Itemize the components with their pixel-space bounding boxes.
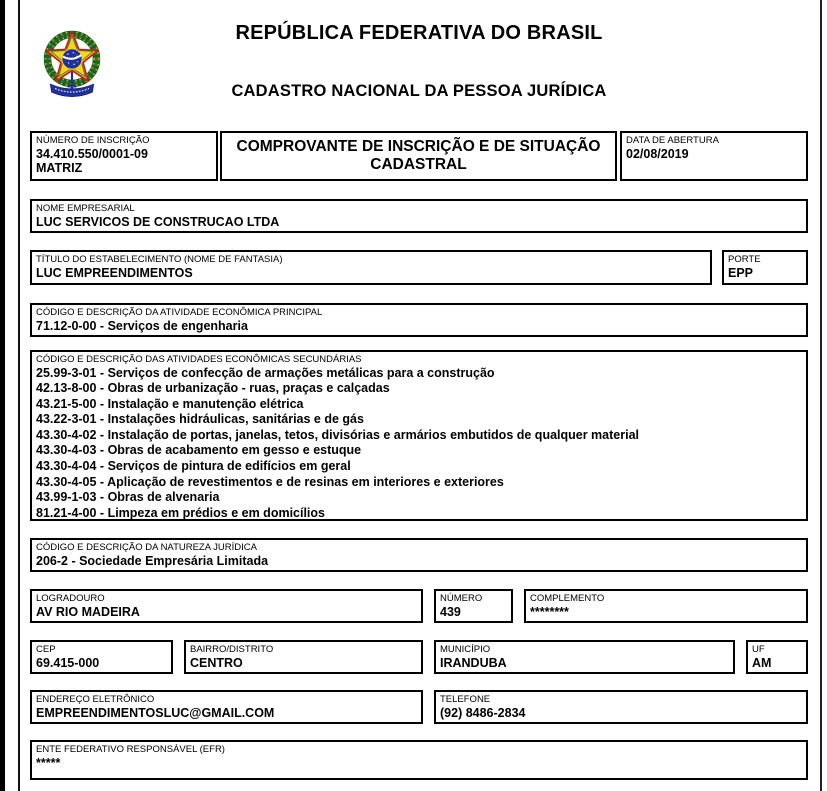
bairro-label: BAIRRO/DISTRITO: [190, 644, 274, 655]
field-numero: [434, 589, 513, 623]
field-numero-inscricao: [30, 131, 218, 181]
data-abertura-label: DATA DE ABERTURA: [626, 135, 719, 146]
telefone-label: TELEFONE: [440, 694, 491, 705]
page-title: REPÚBLICA FEDERATIVA DO BRASIL: [235, 22, 603, 44]
atividade-secundaria-item: 43.99-1-03 - Obras de alvenaria: [36, 490, 220, 505]
field-cep: [30, 640, 173, 674]
natureza-juridica-value: 206-2 - Sociedade Empresária Limitada: [36, 553, 269, 568]
field-atividades-secundarias: [30, 350, 808, 521]
uf-value: AM: [752, 655, 772, 670]
numero-label: NÚMERO: [440, 593, 483, 604]
atividade-principal-label: CÓDIGO E DESCRIÇÃO DA ATIVIDADE ECONÔMICA PRINCIPAL: [36, 307, 323, 318]
atividade-secundaria-item: 43.21-5-00 - Instalação e manutenção elétrica: [36, 396, 304, 411]
nome-empresarial-value: LUC SERVICOS DE CONSTRUCAO LTDA: [36, 214, 280, 229]
atividades-secundarias-label: CÓDIGO E DESCRIÇÃO DAS ATIVIDADES ECONÔMICAS SECUNDÁRIAS: [36, 354, 362, 365]
page-border-right: [820, 0, 822, 791]
complemento-label: COMPLEMENTO: [530, 593, 605, 604]
field-efr: [30, 740, 808, 780]
logradouro-value: AV RIO MADEIRA: [36, 604, 140, 619]
document-content: [30, 0, 808, 780]
field-municipio: [434, 640, 735, 674]
data-abertura-value: 02/08/2019: [626, 146, 689, 161]
atividade-secundaria-item: 43.22-3-01 - Instalações hidráulicas, sanitárias e de gás: [36, 412, 364, 427]
atividade-secundaria-item: 43.30-4-05 - Aplicação de revestimentos e de resinas em interiores e exteriores: [36, 474, 504, 489]
field-porte: [722, 250, 808, 285]
field-nome-empresarial: [30, 199, 808, 233]
municipio-value: IRANDUBA: [440, 655, 507, 670]
row-cep-municipio: [30, 640, 808, 674]
field-uf: [746, 640, 808, 674]
numero-inscricao-label: NÚMERO DE INSCRIÇÃO: [36, 135, 150, 146]
field-nome-fantasia: [30, 250, 712, 285]
window-edge-bar: [0, 0, 5, 791]
endereco-eletronico-value: EMPREENDIMENTOSLUC@GMAIL.COM: [36, 705, 275, 720]
cep-value: 69.415-000: [36, 655, 100, 670]
atividade-secundaria-item: 42.13-8-00 - Obras de urbanização - ruas, praças e calçadas: [36, 381, 390, 396]
cep-label: CEP: [36, 644, 56, 655]
row-inscricao: [30, 131, 808, 181]
row-endereco: [30, 589, 808, 623]
brazil-coat-of-arms-icon: [38, 25, 106, 101]
municipio-label: MUNICÍPIO: [440, 644, 491, 655]
atividade-secundaria-item: 81.21-4-00 - Limpeza em prédios e em domicílios: [36, 505, 325, 520]
document-title: COMPROVANTE DE INSCRIÇÃO E DE SITUAÇÃO CADASTRAL: [220, 131, 617, 181]
nome-fantasia-value: LUC EMPREENDIMENTOS: [36, 265, 193, 280]
natureza-juridica-label: CÓDIGO E DESCRIÇÃO DA NATUREZA JURÍDICA: [36, 542, 257, 553]
porte-label: PORTE: [728, 254, 761, 265]
numero-value: 439: [440, 604, 461, 619]
page-border-left: [18, 0, 20, 791]
endereco-eletronico-label: ENDEREÇO ELETRÔNICO: [36, 694, 155, 705]
field-natureza-juridica: [30, 538, 808, 572]
atividade-secundaria-item: 43.30-4-03 - Obras de acabamento em gesso e estuque: [36, 443, 362, 458]
nome-fantasia-label: TÍTULO DO ESTABELECIMENTO (NOME DE FANTASIA): [36, 254, 283, 265]
atividade-secundaria-item: 25.99-3-01 - Serviços de confecção de armações metálicas para a construção: [36, 365, 495, 380]
numero-inscricao-type: MATRIZ: [36, 161, 83, 175]
efr-label: ENTE FEDERATIVO RESPONSÁVEL (EFR): [36, 744, 225, 755]
field-data-abertura: [620, 131, 808, 181]
page-subtitle: CADASTRO NACIONAL DA PESSOA JURÍDICA: [231, 82, 607, 100]
telefone-value: (92) 8486-2834: [440, 705, 526, 720]
nome-empresarial-label: NOME EMPRESARIAL: [36, 203, 135, 214]
numero-inscricao-value: 34.410.550/0001-09: [36, 146, 148, 161]
efr-value: *****: [36, 755, 61, 770]
row-fantasia: [30, 250, 808, 285]
uf-label: UF: [752, 644, 765, 655]
atividade-secundaria-item: 43.30-4-04 - Serviços de pintura de edifícios em geral: [36, 459, 351, 474]
field-logradouro: [30, 589, 423, 623]
document-header: [30, 0, 808, 131]
field-atividade-principal: [30, 303, 808, 337]
field-endereco-eletronico: [30, 690, 423, 724]
field-bairro: [184, 640, 423, 674]
porte-value: EPP: [728, 265, 754, 280]
atividade-secundaria-item: 43.30-4-02 - Instalação de portas, janelas, tetos, divisórias e armários embutidos de qualquer material: [36, 427, 640, 442]
field-telefone: [434, 690, 808, 724]
complemento-value: ********: [530, 604, 569, 619]
logradouro-label: LOGRADOURO: [36, 593, 105, 604]
bairro-value: CENTRO: [190, 655, 243, 670]
row-contato: [30, 690, 808, 724]
atividade-principal-value: 71.12-0-00 - Serviços de engenharia: [36, 318, 248, 333]
field-complemento: [524, 589, 808, 623]
